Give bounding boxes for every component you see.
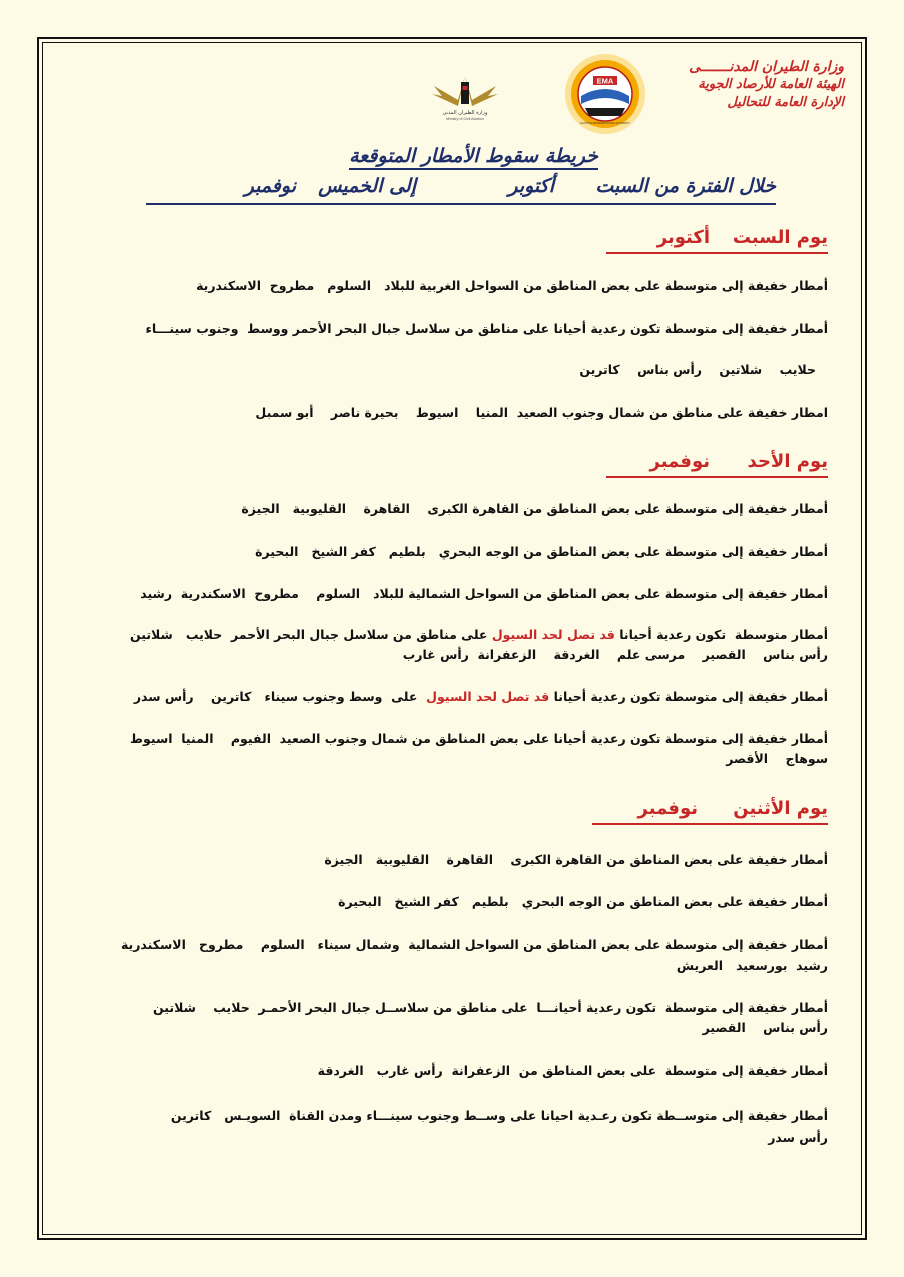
ministry-name: وزارة الطيران المدنـــــــى [689,59,844,75]
period-from: خلال الفترة من السبت [595,175,776,197]
forecast-line: أمطار خفيفة على بعض المناطق من القاهرة الكبرى القاهرة القليوبية الجيزة [324,852,828,867]
day-heading-monday [592,798,828,825]
page-title: خريطة سقوط الأمطار المتوقعة [349,145,598,170]
flood-warning: قد تصل لحد السيول [491,627,615,642]
period-month-from: أكتوبر [508,175,554,197]
document-header [0,58,904,138]
forecast-line: أمطار خفيفة إلى متوسطة على بعض المناطق من السواحل الغربية للبلاد السلوم مطروح الاسكندرية [196,278,828,293]
forecast-text: على وسط وجنوب سيناء كاترين رأس سدر [133,689,418,704]
day-name: يوم الأحد [747,451,828,472]
civil-aviation-logo [428,72,502,122]
authority-name: الهيئة العامة للأرصاد الجوية [698,77,844,92]
day-heading-saturday [606,227,828,254]
forecast-text: أمطار خفيفة إلى متوسطة تكون رعدية أحيانا [553,689,828,704]
day-month: أكتوبر [656,227,710,248]
period-to: إلى الخميس [318,175,416,197]
forecast-line: أمطار خفيفة إلى متوسطة تكون رعدية أحيانـــا على مناطق من سلاســل جبال البحر الأحمـر حلايب شلاتين [153,1000,828,1015]
forecast-line: حلايب شلاتين رأس بناس كاترين [579,362,816,377]
forecast-line: سوهاج الأقصر [726,751,828,766]
day-heading-sunday [606,451,828,478]
flood-warning: قد تصل لحد السيول [426,689,550,704]
forecast-line: أمطار خفيفة على بعض المناطق من الوجه البحري بلطيم كفر الشيخ البحيرة [338,894,828,909]
mca-logo-subtext: Ministry of Civil Aviation [446,117,484,121]
forecast-line: أمطار خفيفة إلى متوسطة تكون رعدية أحيانا على بعض المناطق من شمال وجنوب الصعيد الفيوم المنيا اسيوط [130,731,828,746]
forecast-line: امطار خفيفة على مناطق من شمال وجنوب الصعيد المنيا اسيوط بحيرة ناصر أبو سمبل [255,405,828,420]
forecast-line-warning [134,687,828,706]
day-name: يوم الأثنين [733,798,828,819]
eagle-wings-icon [432,76,498,106]
ministry-block [689,58,844,112]
forecast-text: على مناطق من سلاسل جبال البحر الأحمر حلايب شلاتين [129,627,488,642]
forecast-text: أمطار متوسطة تكون رعدية أحيانا [619,627,828,642]
ema-logo [563,52,647,136]
period-month-to: نوفمبر [244,175,296,197]
forecast-line-warning [130,625,828,644]
forecast-period [146,175,776,205]
forecast-line: أمطار خفيفة إلى متوســطة تكون رعـدية احيانا على وســط وجنوب سينـــاء ومدن القناة السويـس كاترين [170,1108,828,1123]
forecast-line: رشيد بورسعيد العريش [676,958,828,973]
day-month: نوفمبر [637,798,698,819]
forecast-line: أمطار خفيفة إلى متوسطة على بعض المناطق من القاهرة الكبرى القاهرة القليوبية الجيزة [241,501,828,516]
ema-logo-subtext: EGYPTIAN METEOROLOGICAL AUTHORITY [580,122,630,125]
forecast-line: أمطار خفيفة إلى متوسطة تكون رعدية أحيانا على مناطق من سلاسل جبال البحر الأحمر ووسط وجنوب سينـــاء [145,321,828,336]
day-month: نوفمبر [649,451,710,472]
forecast-line: رأس بناس القصير مرسى علم الغردقة الزعفرانة رأس غارب [402,647,828,662]
forecast-line: رأس سدر [768,1130,828,1145]
forecast-line: أمطار خفيفة إلى متوسطة على بعض المناطق من الوجه البحري بلطيم كفر الشيخ البحيرة [255,544,828,559]
forecast-line: رأس بناس القصير [702,1020,828,1035]
forecast-line: أمطار خفيفة إلى متوسطة على بعض المناطق من السواحل الشمالية للبلاد السلوم مطروح الاسكندرية رشيد [140,586,828,601]
ema-logo-text: EMA [596,76,614,86]
forecast-line: أمطار خفيفة إلى متوسطة على بعض المناطق من الزعفرانة رأس غارب الغردقة [317,1063,828,1078]
forecast-line: أمطار خفيفة إلى متوسطة على بعض المناطق من السواحل الشمالية وشمال سيناء السلوم مطروح الاسكندرية [120,937,828,952]
day-name: يوم السبت [732,227,828,248]
department-name: الإدارة العامة للتحاليل [727,95,844,110]
mca-logo-text: وزارة الطيران المدني [442,110,488,116]
